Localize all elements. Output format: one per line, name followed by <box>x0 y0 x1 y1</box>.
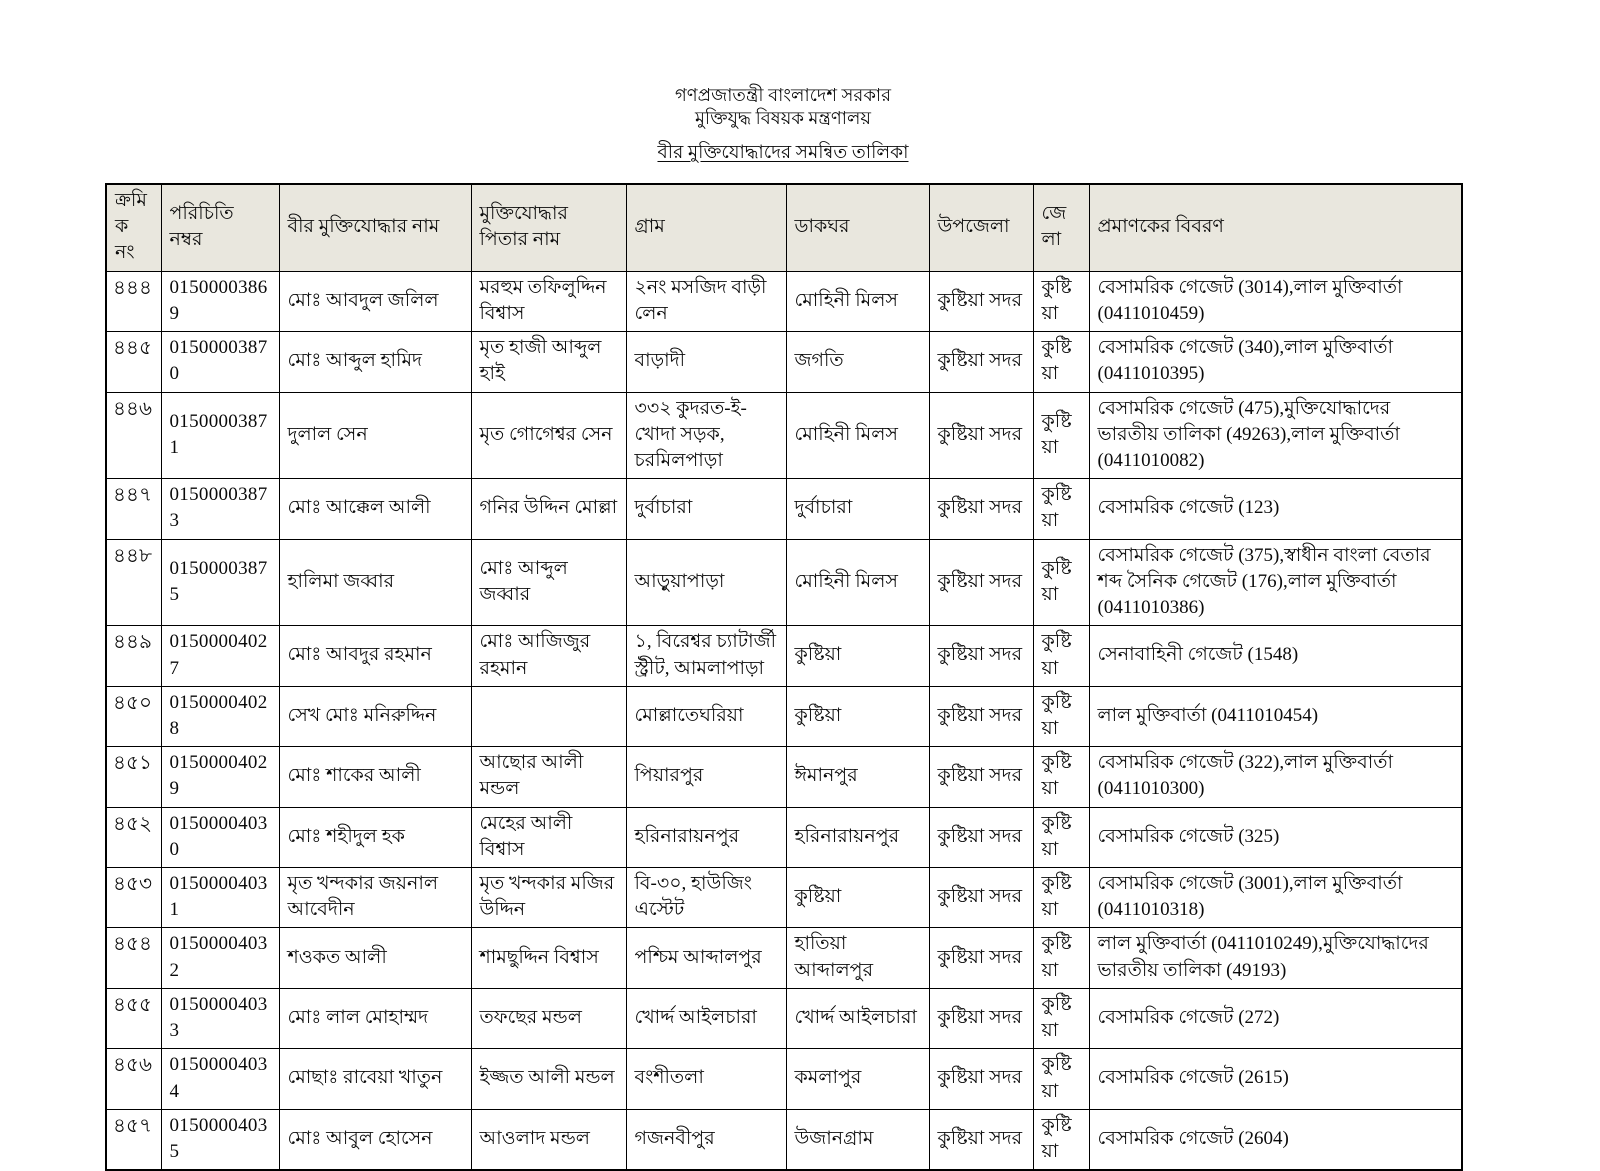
cell-upazila: কুষ্টিয়া সদর <box>929 392 1033 479</box>
cell-upazila: কুষ্টিয়া সদর <box>929 988 1033 1048</box>
cell-fighter-name: মোঃ লাল মোহাম্মদ <box>279 988 471 1048</box>
cell-father-name <box>471 686 626 746</box>
cell-proof-details: বেসামরিক গেজেট (2615) <box>1089 1049 1462 1109</box>
cell-father-name: আছোর আলী মন্ডল <box>471 747 626 807</box>
column-header-upazila: উপজেলা <box>929 184 1033 271</box>
cell-proof-details: বেসামরিক গেজেট (340),লাল মুক্তিবার্তা (0411010395) <box>1089 332 1462 392</box>
column-header-father-name: মুক্তিযোদ্ধার পিতার নাম <box>471 184 626 271</box>
cell-proof-details: বেসামরিক গেজেট (375),স্বাধীন বাংলা বেতার শব্দ সৈনিক গেজেট (176),লাল মুক্তিবার্তা (0411010386) <box>1089 539 1462 626</box>
cell-village: মোল্লাতেঘরিয়া <box>626 686 786 746</box>
cell-fighter-name: মোঃ আক্কেল আলী <box>279 479 471 539</box>
cell-father-name: মরহুম তফিলুদ্দিন বিশ্বাস <box>471 271 626 331</box>
cell-fighter-name: দুলাল সেন <box>279 392 471 479</box>
table-body <box>106 271 1462 1170</box>
cell-proof-details: বেসামরিক গেজেট (322),লাল মুক্তিবার্তা (0411010300) <box>1089 747 1462 807</box>
cell-proof-details: বেসামরিক গেজেট (325) <box>1089 807 1462 867</box>
cell-identity-no: 01500004030 <box>161 807 279 867</box>
document-content <box>105 84 1461 1171</box>
cell-proof-details: বেসামরিক গেজেট (475),মুক্তিযোদ্ধাদের ভারতীয় তালিকা (49263),লাল মুক্তিবার্তা (0411010082) <box>1089 392 1462 479</box>
cell-identity-no: 01500003871 <box>161 392 279 479</box>
cell-fighter-name: সেখ মোঃ মনিরুদ্দিন <box>279 686 471 746</box>
cell-proof-details: বেসামরিক গেজেট (123) <box>1089 479 1462 539</box>
cell-district: কুষ্টিয়া <box>1033 539 1089 626</box>
cell-identity-no: 01500004029 <box>161 747 279 807</box>
cell-serial-no: ৪৫৬ <box>106 1049 161 1109</box>
cell-village: বাড়াদী <box>626 332 786 392</box>
cell-identity-no: 01500004028 <box>161 686 279 746</box>
table-row <box>106 747 1462 807</box>
cell-identity-no: 01500004035 <box>161 1109 279 1170</box>
cell-father-name: মৃত হাজী আব্দুল হাই <box>471 332 626 392</box>
cell-fighter-name: মোছাঃ রাবেয়া খাতুন <box>279 1049 471 1109</box>
cell-upazila: কুষ্টিয়া সদর <box>929 807 1033 867</box>
cell-serial-no: ৪৫৩ <box>106 868 161 928</box>
cell-district: কুষ্টিয়া <box>1033 479 1089 539</box>
cell-post-office: কুষ্টিয়া <box>786 686 929 746</box>
cell-upazila: কুষ্টিয়া সদর <box>929 868 1033 928</box>
column-header-fighter-name: বীর মুক্তিযোদ্ধার নাম <box>279 184 471 271</box>
cell-upazila: কুষ্টিয়া সদর <box>929 686 1033 746</box>
freedom-fighters-table <box>105 183 1463 1171</box>
cell-village: দুর্বাচারা <box>626 479 786 539</box>
cell-serial-no: ৪৫১ <box>106 747 161 807</box>
cell-upazila: কুষ্টিয়া সদর <box>929 1049 1033 1109</box>
cell-father-name: আওলাদ মন্ডল <box>471 1109 626 1170</box>
government-title: গণপ্রজাতন্ত্রী বাংলাদেশ সরকার <box>674 85 892 105</box>
cell-upazila: কুষ্টিয়া সদর <box>929 539 1033 626</box>
cell-village: গজনবীপুর <box>626 1109 786 1170</box>
table-row <box>106 479 1462 539</box>
cell-proof-details: লাল মুক্তিবার্তা (0411010249),মুক্তিযোদ্ধাদের ভারতীয় তালিকা (49193) <box>1089 928 1462 988</box>
ministry-title: মুক্তিযুদ্ধ বিষয়ক মন্ত্রণালয় <box>694 107 872 128</box>
cell-post-office: কমলাপুর <box>786 1049 929 1109</box>
cell-upazila: কুষ্টিয়া সদর <box>929 928 1033 988</box>
document-header <box>105 84 1461 169</box>
table-row <box>106 626 1462 686</box>
cell-proof-details: সেনাবাহিনী গেজেট (1548) <box>1089 626 1462 686</box>
cell-fighter-name: মোঃ শহীদুল হক <box>279 807 471 867</box>
cell-post-office: হাতিয়া আব্দালপুর <box>786 928 929 988</box>
cell-upazila: কুষ্টিয়া সদর <box>929 1109 1033 1170</box>
cell-district: কুষ্টিয়া <box>1033 807 1089 867</box>
cell-upazila: কুষ্টিয়া সদর <box>929 479 1033 539</box>
cell-identity-no: 01500004031 <box>161 868 279 928</box>
column-header-post-office: ডাকঘর <box>786 184 929 271</box>
cell-district: কুষ্টিয়া <box>1033 392 1089 479</box>
cell-post-office: উজানগ্রাম <box>786 1109 929 1170</box>
cell-identity-no: 01500003869 <box>161 271 279 331</box>
header-row <box>106 184 1462 271</box>
cell-serial-no: ৪৫৭ <box>106 1109 161 1170</box>
table-row <box>106 1109 1462 1170</box>
cell-post-office: ঈমানপুর <box>786 747 929 807</box>
cell-serial-no: ৪৪৪ <box>106 271 161 331</box>
cell-fighter-name: মৃত খন্দকার জয়নাল আবেদীন <box>279 868 471 928</box>
cell-district: কুষ্টিয়া <box>1033 626 1089 686</box>
cell-fighter-name: মোঃ আব্দুল হামিদ <box>279 332 471 392</box>
column-header-district: জেলা <box>1033 184 1089 271</box>
cell-village: আড়ুয়াপাড়া <box>626 539 786 626</box>
cell-identity-no: 01500004027 <box>161 626 279 686</box>
cell-serial-no: ৪৫২ <box>106 807 161 867</box>
cell-village: ২নং মসজিদ বাড়ী লেন <box>626 271 786 331</box>
cell-fighter-name: মোঃ আবদুর রহমান <box>279 626 471 686</box>
table-row <box>106 988 1462 1048</box>
cell-district: কুষ্টিয়া <box>1033 747 1089 807</box>
cell-village: ১, বিরেশ্বর চ্যাটার্জী স্ট্রীট, আমলাপাড়া <box>626 626 786 686</box>
cell-identity-no: 01500004034 <box>161 1049 279 1109</box>
table-row <box>106 928 1462 988</box>
column-header-serial-no: ক্রমিক নং <box>106 184 161 271</box>
cell-serial-no: ৪৫০ <box>106 686 161 746</box>
cell-village: ৩৩২ কুদরত-ই-খোদা সড়ক, চরমিলপাড়া <box>626 392 786 479</box>
cell-post-office: খোর্দ্দ আইলচারা <box>786 988 929 1048</box>
cell-post-office: কুষ্টিয়া <box>786 868 929 928</box>
table-row <box>106 392 1462 479</box>
cell-identity-no: 01500003870 <box>161 332 279 392</box>
cell-district: কুষ্টিয়া <box>1033 686 1089 746</box>
cell-identity-no: 01500003873 <box>161 479 279 539</box>
cell-district: কুষ্টিয়া <box>1033 928 1089 988</box>
cell-village: বি-৩০, হাউজিং এস্টেট <box>626 868 786 928</box>
cell-serial-no: ৪৫৫ <box>106 988 161 1048</box>
cell-upazila: কুষ্টিয়া সদর <box>929 747 1033 807</box>
cell-upazila: কুষ্টিয়া সদর <box>929 271 1033 331</box>
cell-serial-no: ৪৪৮ <box>106 539 161 626</box>
table-row <box>106 271 1462 331</box>
cell-post-office: হরিনারায়নপুর <box>786 807 929 867</box>
cell-fighter-name: মোঃ আবদুল জলিল <box>279 271 471 331</box>
cell-serial-no: ৪৪৫ <box>106 332 161 392</box>
column-header-proof-details: প্রমাণকের বিবরণ <box>1089 184 1462 271</box>
cell-serial-no: ৪৫৪ <box>106 928 161 988</box>
cell-fighter-name: শওকত আলী <box>279 928 471 988</box>
cell-village: হরিনারায়নপুর <box>626 807 786 867</box>
cell-post-office: জগতি <box>786 332 929 392</box>
cell-father-name: মোঃ আব্দুল জব্বার <box>471 539 626 626</box>
cell-father-name: শামছুদ্দিন বিশ্বাস <box>471 928 626 988</box>
cell-father-name: মোঃ আজিজুর রহমান <box>471 626 626 686</box>
table-row <box>106 539 1462 626</box>
cell-village: খোর্দ্দ আইলচারা <box>626 988 786 1048</box>
cell-village: পিয়ারপুর <box>626 747 786 807</box>
cell-upazila: কুষ্টিয়া সদর <box>929 626 1033 686</box>
cell-district: কুষ্টিয়া <box>1033 868 1089 928</box>
cell-post-office: কুষ্টিয়া <box>786 626 929 686</box>
cell-post-office: মোহিনী মিলস <box>786 392 929 479</box>
table-row <box>106 686 1462 746</box>
cell-father-name: ইজ্জত আলী মন্ডল <box>471 1049 626 1109</box>
cell-fighter-name: মোঃ শাকের আলী <box>279 747 471 807</box>
cell-father-name: মেহের আলী বিশ্বাস <box>471 807 626 867</box>
cell-post-office: মোহিনী মিলস <box>786 271 929 331</box>
table-row <box>106 868 1462 928</box>
cell-district: কুষ্টিয়া <box>1033 271 1089 331</box>
cell-serial-no: ৪৪৯ <box>106 626 161 686</box>
cell-proof-details: বেসামরিক গেজেট (3014),লাল মুক্তিবার্তা (0411010459) <box>1089 271 1462 331</box>
cell-serial-no: ৪৪৬ <box>106 392 161 479</box>
cell-father-name: তফছের মন্ডল <box>471 988 626 1048</box>
cell-post-office: দুর্বাচারা <box>786 479 929 539</box>
cell-post-office: মোহিনী মিলস <box>786 539 929 626</box>
cell-father-name: মৃত গোগেশ্বর সেন <box>471 392 626 479</box>
table-row <box>106 1049 1462 1109</box>
cell-district: কুষ্টিয়া <box>1033 1109 1089 1170</box>
table-row <box>106 807 1462 867</box>
cell-proof-details: লাল মুক্তিবার্তা (0411010454) <box>1089 686 1462 746</box>
table-header <box>106 184 1462 271</box>
cell-village: পশ্চিম আব্দালপুর <box>626 928 786 988</box>
cell-proof-details: বেসামরিক গেজেট (272) <box>1089 988 1462 1048</box>
cell-serial-no: ৪৪৭ <box>106 479 161 539</box>
column-header-identity-no: পরিচিতি নম্বর <box>161 184 279 271</box>
cell-father-name: মৃত খন্দকার মজির উদ্দিন <box>471 868 626 928</box>
table-row <box>106 332 1462 392</box>
cell-fighter-name: মোঃ আবুল হোসেন <box>279 1109 471 1170</box>
cell-district: কুষ্টিয়া <box>1033 988 1089 1048</box>
cell-identity-no: 01500004032 <box>161 928 279 988</box>
cell-district: কুষ্টিয়া <box>1033 1049 1089 1109</box>
cell-district: কুষ্টিয়া <box>1033 332 1089 392</box>
cell-identity-no: 01500003875 <box>161 539 279 626</box>
cell-upazila: কুষ্টিয়া সদর <box>929 332 1033 392</box>
cell-identity-no: 01500004033 <box>161 988 279 1048</box>
cell-proof-details: বেসামরিক গেজেট (2604) <box>1089 1109 1462 1170</box>
column-header-village: গ্রাম <box>626 184 786 271</box>
cell-proof-details: বেসামরিক গেজেট (3001),লাল মুক্তিবার্তা (0411010318) <box>1089 868 1462 928</box>
cell-father-name: গনির উদ্দিন মোল্লা <box>471 479 626 539</box>
cell-village: বংশীতলা <box>626 1049 786 1109</box>
cell-fighter-name: হালিমা জব্বার <box>279 539 471 626</box>
document-title: বীর মুক্তিযোদ্ধাদের সমন্বিত তালিকা <box>657 143 909 163</box>
